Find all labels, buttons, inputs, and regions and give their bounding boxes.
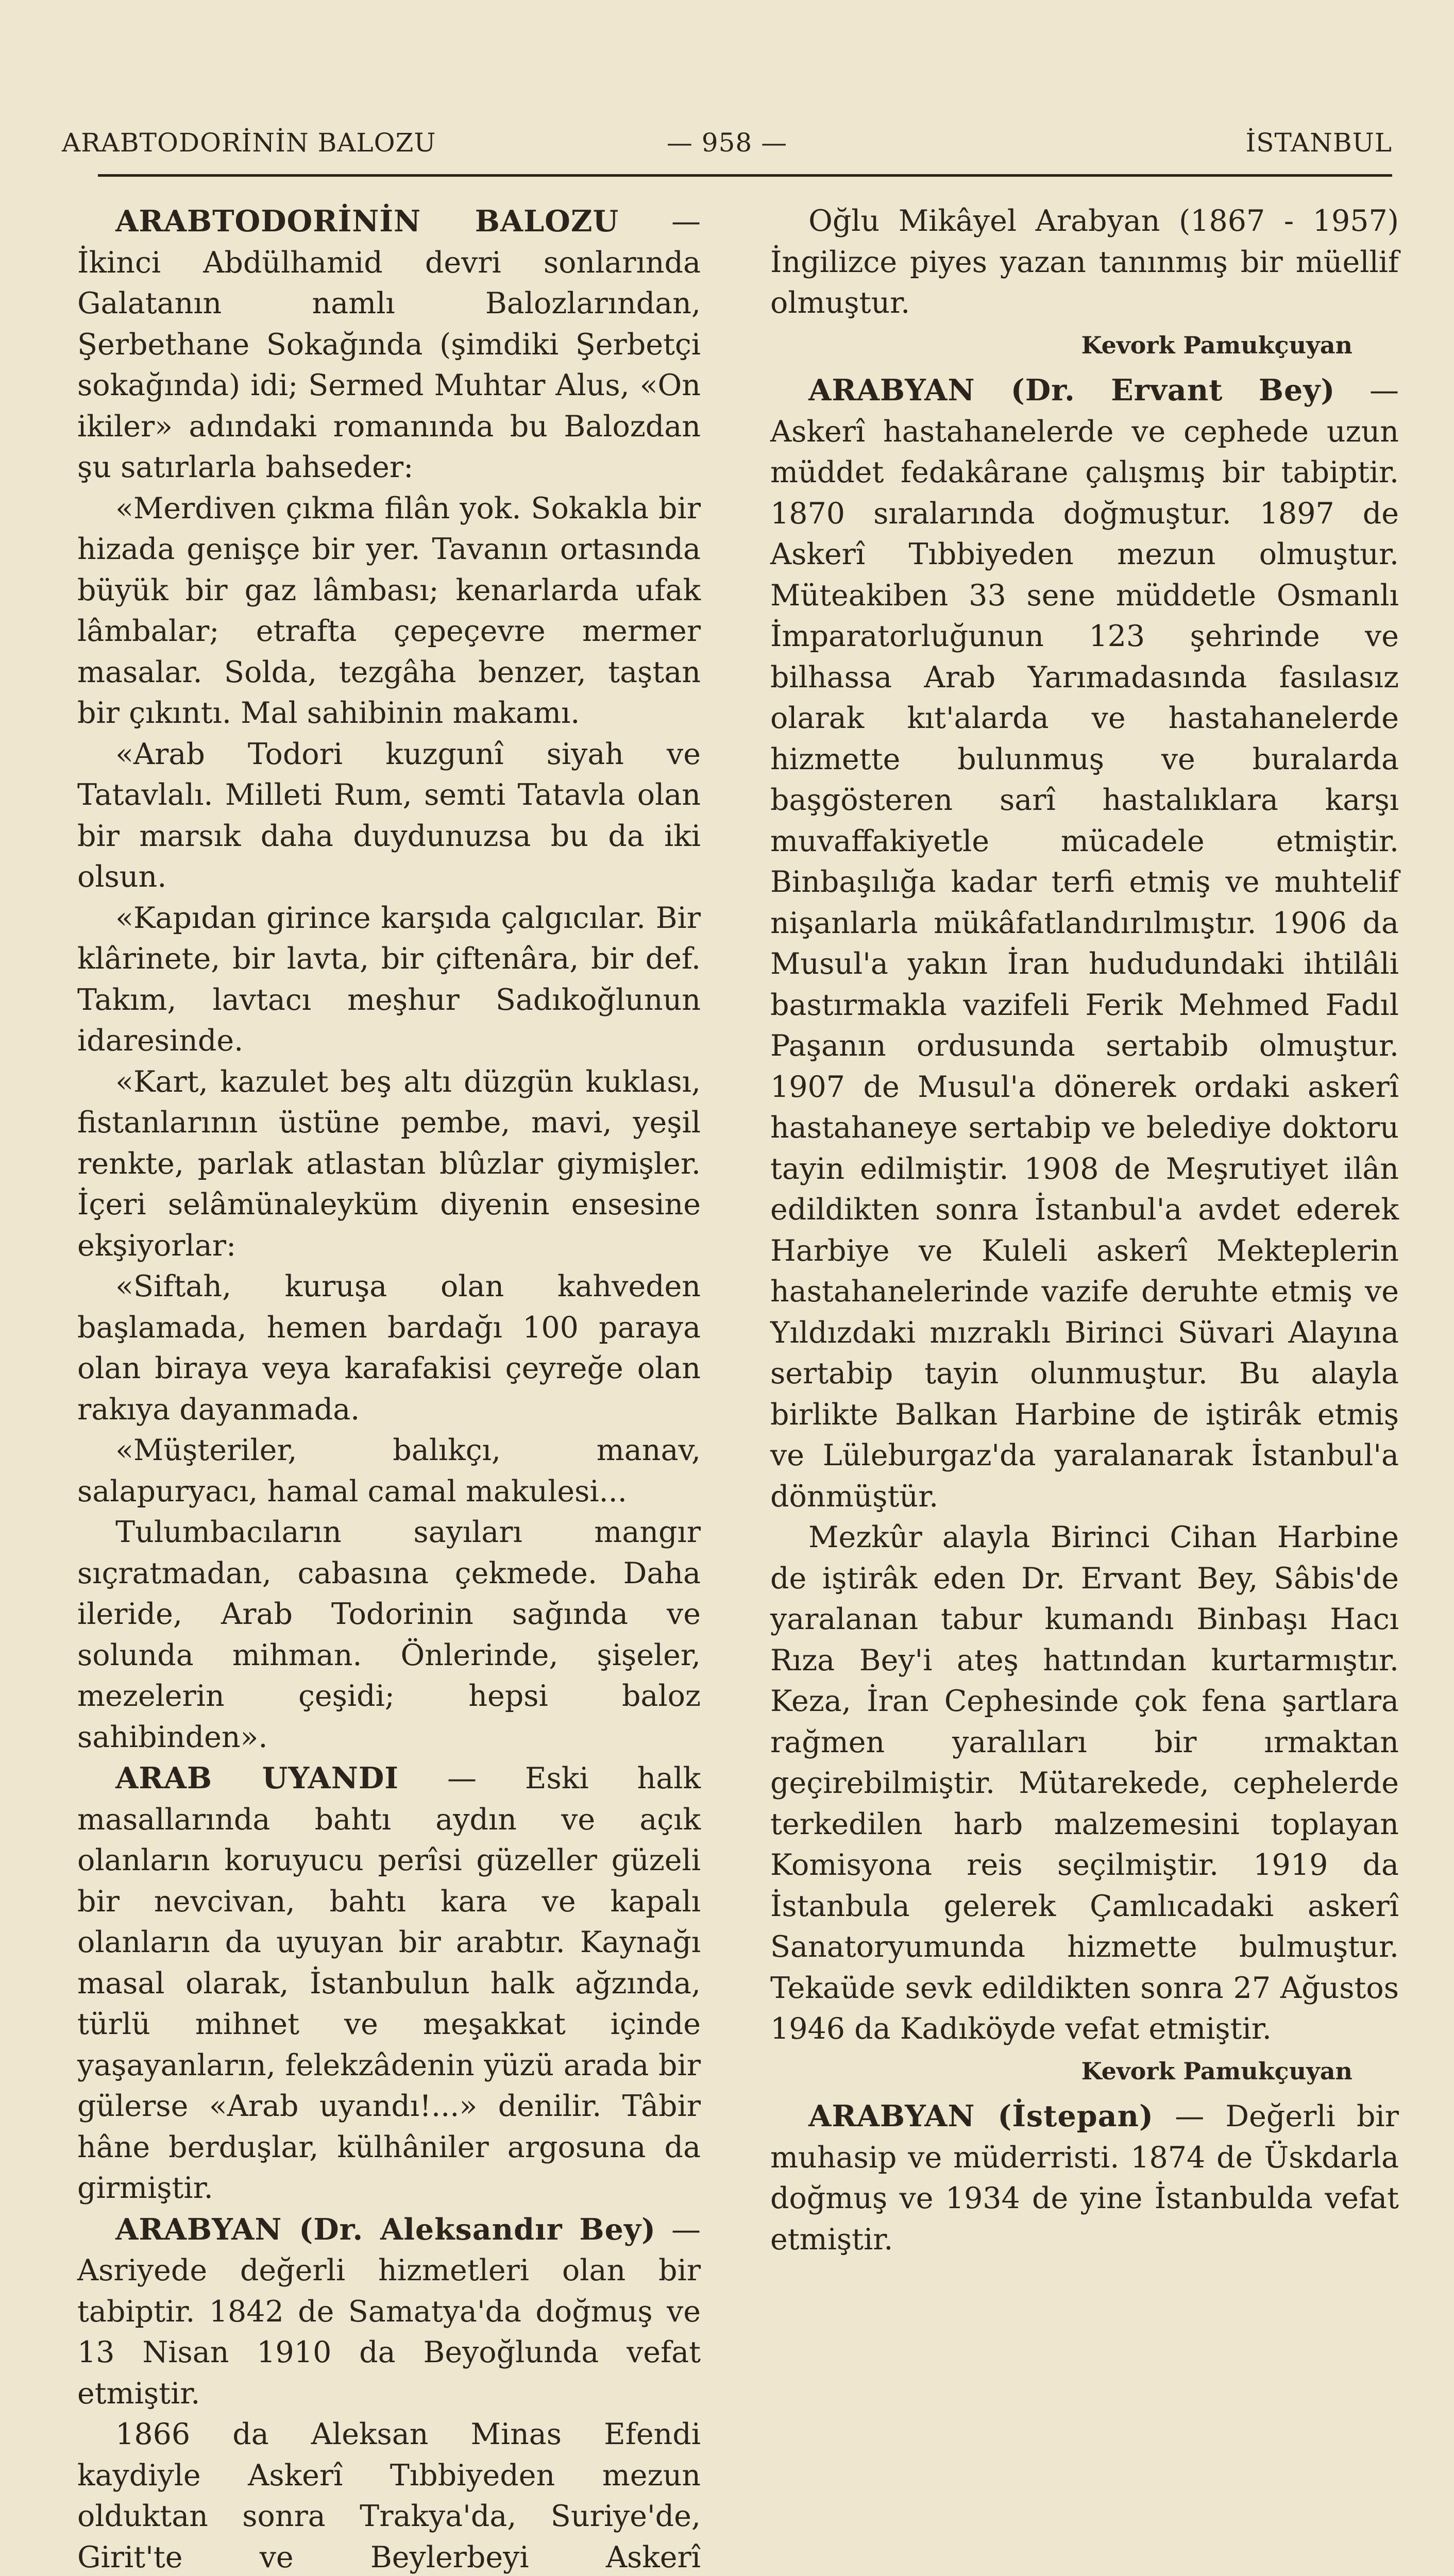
entry-paragraph: Oğlu Mikâyel Arabyan (1867 - 1957) İngilizce piyes yazan tanınmış bir müellif olmuştur. <box>770 204 1399 320</box>
running-head-left: ARABTODORİNİN BALOZU <box>62 128 436 158</box>
right-column <box>770 201 1399 2260</box>
entry-arabtodorinin-balozu <box>77 201 701 488</box>
left-column <box>77 201 701 2576</box>
entry-arabyan-aleksandir <box>77 2209 701 2415</box>
header-rule <box>98 174 1392 177</box>
entry-headword: ARABTODORİNİN BALOZU <box>115 204 619 239</box>
quote-paragraph: «Merdiven çıkma filân yok. Sokakla bir hizada genişçe bir yer. Tavanın ortasında büyük bir gaz lâmbası; kenarlarda ufak lâmbalar; etrafta çepeçevre mermer masalar. Solda, tezgâha benzer, taştan bir çıkıntı. Mal sahibinin makamı. <box>77 491 701 730</box>
author-signature: Kevork Pamukçuyan <box>1081 2057 1352 2085</box>
quote-paragraph: Tulumbacıların sayıları mangır sıçratmadan, cabasına çekmede. Daha ileride, Arab Todorinin sağında ve solunda mihman. Önlerinde, şişeler, mezelerin çeşidi; hepsi baloz sahibinden». <box>77 1515 701 1754</box>
entry-text: — İkinci Abdülhamid devri sonlarında Galatanın namlı Balozlarından, Şerbethane Sokağında (şimdiki Şerbetçi sokağında) idi; Sermed Muhtar Alus, «On ikiler» adındaki romanında bu Balozdan şu satırlarla bahseder: <box>77 205 701 484</box>
entry-text: — Değerli bir muhasip ve müderristi. 1874 de Üskdarla doğmuş ve 1934 de yine İstanbulda vefat etmiştir. <box>770 2099 1399 2257</box>
entry-paragraph: 1866 da Aleksan Minas Efendi kaydiyle Askerî Tıbbiyeden mezun olduktan sonra Trakya'da, Suriye'de, Girit'te ve Beylerbeyi Askerî <box>77 2417 701 2574</box>
entry-headword: ARAB UYANDI <box>115 1761 399 1795</box>
running-head-right: İSTANBUL <box>1245 128 1392 158</box>
entry-headword: ARABYAN (İstepan) <box>808 2099 1154 2133</box>
entry-paragraph: Mezkûr alayla Birinci Cihan Harbine de iştirâk eden Dr. Ervant Bey, Sâbis'de yaralanan tabur kumandı Binbaşı Hacı Rıza Bey'i ateş hattından kurtarmıştır. Keza, İran Cephesinde çok fena şartlara rağmen yaralıları bir ırmaktan geçirebilmiştir. Mütarekede, cephelerde terkedilen harb malzemesini toplayan Komisyona reis seçilmiştir. 1919 da İstanbula gelerek Çamlıcadaki askerî Sanatoryumunda hizmette bulmuştur. Tekaüde sevk edildikten sonra 27 Ağustos 1946 da Kadıköyde vefat etmiştir. <box>770 1520 1399 2046</box>
page-header <box>62 128 1392 174</box>
quote-paragraph: «Kart, kazulet beş altı düzgün kuklası, fistanlarının üstüne pembe, mavi, yeşil renkte, parlak atlastan blûzlar giymişler. İçeri selâmünaleyküm diyenin ensesine ekşiyorlar: <box>77 1064 701 1263</box>
entry-arabyan-ervant <box>770 370 1399 1517</box>
quote-paragraph: «Arab Todori kuzgunî siyah ve Tatavlalı. Milleti Rum, semti Tatavla olan bir marsık daha duydunuzsa bu da iki olsun. <box>77 737 701 894</box>
entry-arabyan-istepan <box>770 2096 1399 2260</box>
entry-arab-uyandi <box>77 1758 701 2209</box>
author-signature: Kevork Pamukçuyan <box>1081 331 1352 359</box>
entry-headword: ARABYAN (Dr. Aleksandır Bey) <box>115 2212 656 2247</box>
page-number: — 958 — <box>666 128 788 158</box>
entry-text: — Asriyede değerli hizmetleri olan bir tabiptir. 1842 de Samatya'da doğmuş ve 13 Nisan 1910 da Beyoğlunda vefat etmiştir. <box>77 2212 701 2411</box>
entry-text: — Eski halk masallarında bahtı aydın ve açık olanların koruyucu perîsi güzeller güzeli bir nevcivan, bahtı kara ve kapalı olanların da uyuyan bir arabtır. Kaynağı masal olarak, İstanbulun halk ağzında, türlü mihnet ve meşakkat içinde yaşayanların, felekzâdenin yüzü arada bir gülerse «Arab uyandı!...» denilir. Tâbir hâne berduşlar, külhâniler argosuna da girmiştir. <box>77 1761 701 2205</box>
quote-paragraph: «Müşteriler, balıkçı, manav, salapuryacı, hamal camal makulesi... <box>77 1433 701 1509</box>
quote-paragraph: «Siftah, kuruşa olan kahveden başlamada, hemen bardağı 100 paraya olan biraya veya karafakisi çeyreğe olan rakıya dayanmada. <box>77 1269 701 1427</box>
entry-text: — Askerî hastahanelerde ve cephede uzun müddet fedakârane çalışmış bir tabiptir. 1870 sıralarında doğmuştur. 1897 de Askerî Tıbbiyeden mezun olmuştur. Müteakiben 33 sene müddetle Osmanlı İmparatorluğunun 123 şehrinde ve bilhassa Arab Yarımadasında fasılasız olarak kıt'alarda ve hastahanelerde hizmette bulunmuş ve buralarda başgösteren sarî hastalıklara karşı muvaffakiyetle mücadele etmiştir. Binbaşılığa kadar terfi etmiş ve muhtelif nişanlarla mükâfatlandırılmıştır. 1906 da Musul'a yakın İran hududundaki ihtilâli bastırmakla vazifeli Ferik Mehmed Fadıl Paşanın ordusunda sertabib olmuştur. 1907 de Musul'a dönerek ordaki askerî hastahaneye sertabip ve belediye doktoru tayin edilmiştir. 1908 de Meşrutiyet ilân edildikten sonra İstanbul'a avdet ederek Harbiye ve Kuleli askerî Mekteplerin hastahanelerinde vazife deruhte etmiş ve Yıldızdaki mızraklı Birinci Süvari Alayına sertabip tayin olunmuştur. Bu alayla birlikte Balkan Harbine de iştirâk etmiş ve Lüleburgaz'da yaralanarak İstanbul'a dönmüştür. <box>770 374 1399 1514</box>
entry-headword: ARABYAN (Dr. Ervant Bey) <box>808 373 1335 408</box>
quote-paragraph: «Kapıdan girince karşıda çalgıcılar. Bir klârinete, bir lavta, bir çiftenâra, bir def. Takım, lavtacı meşhur Sadıkoğlunun idaresinde. <box>77 901 701 1058</box>
